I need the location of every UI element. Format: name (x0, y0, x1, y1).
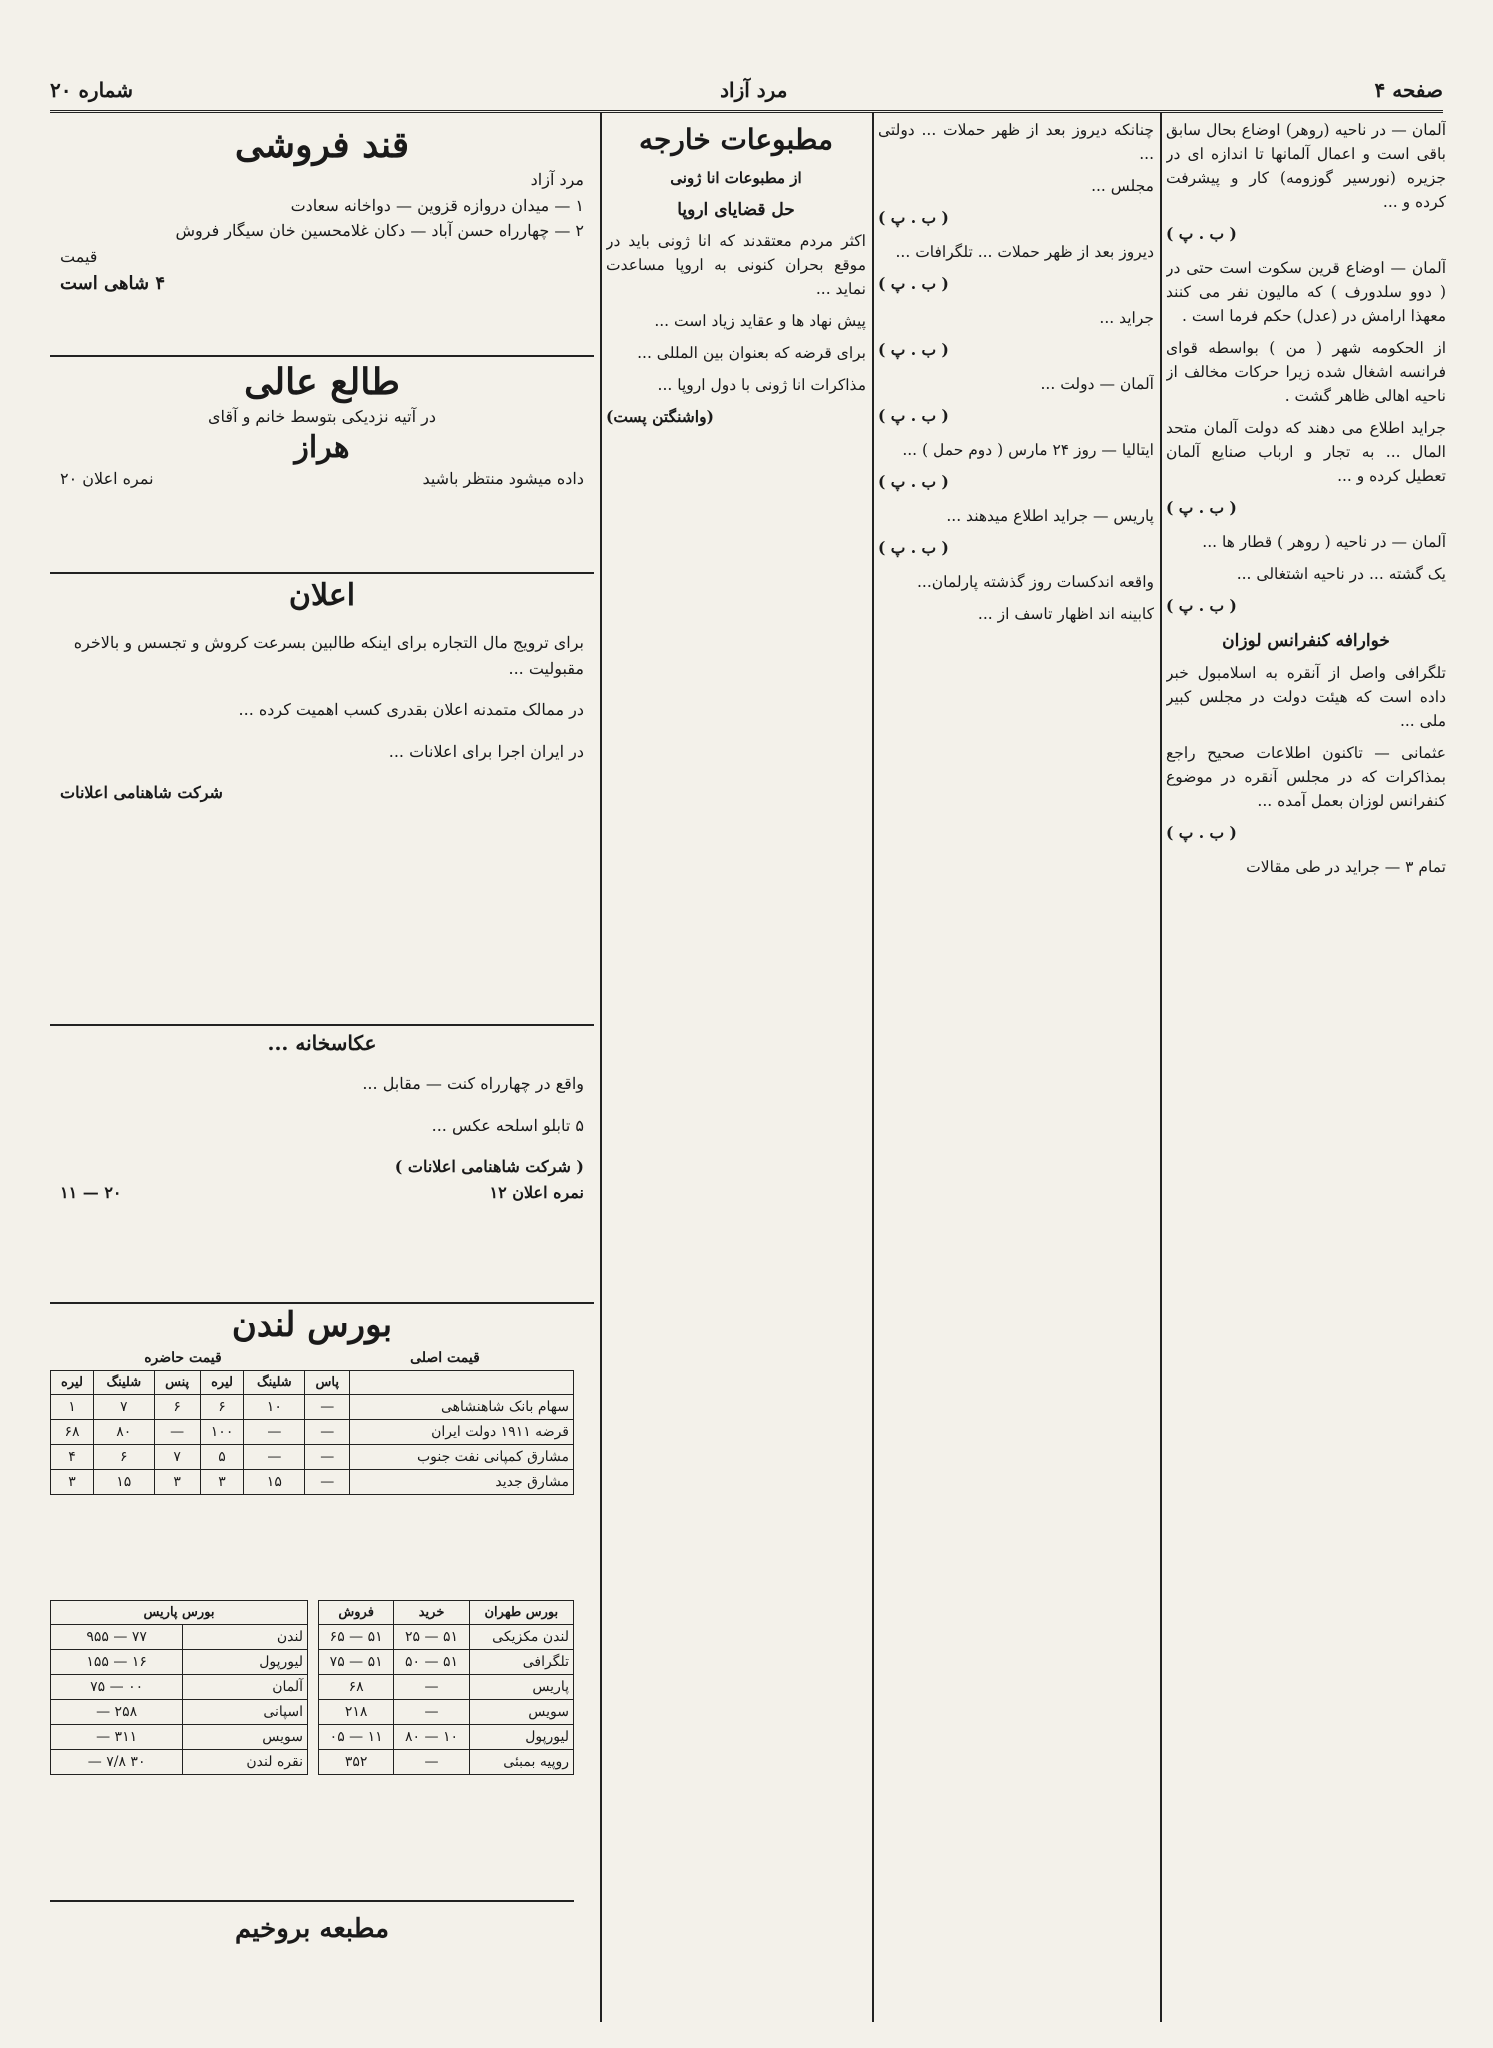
news-paragraph: عثمانی — تاکنون اطلاعات صحیح راجع بمذاکرات که در مجلس آنقره در موضوع کنفرانس لوزان بعمل آمده ... (1166, 743, 1446, 810)
news-paragraph: پیش نهاد ها و عقاید زیاد است ... (654, 312, 866, 331)
bourse-tehran-table (318, 1600, 574, 1775)
ad-title: طالع عالی (244, 361, 400, 403)
table-row: لندن ۷۷ — ۹۵۵ (51, 1625, 308, 1650)
news-column-2 (878, 118, 1154, 2028)
ad-number: نمره اعلان ۱۲ (489, 1182, 584, 1202)
ad-line: قیمت (60, 246, 98, 266)
news-paragraph: تمام ۳ — جراید در طی مقالات (1246, 857, 1446, 876)
news-paragraph: آلمان — در ناحیه ( روهر ) قطار ها ... (1202, 533, 1446, 552)
ad-fortune (50, 355, 594, 574)
table-row: لندن مکزیکی ۵۱ — ۲۵ ۵۱ — ۶۵ (319, 1625, 574, 1650)
printer-footer (50, 1900, 574, 1972)
bourse-paris-table (50, 1600, 308, 1775)
ad-line: هراز (294, 429, 350, 465)
ad-line: ( شرکت شاهنامی اعلانات ) (394, 1157, 584, 1177)
news-paragraph: تلگرافی واصل از آنقره به اسلامبول خبر داده است که هیئت دولت در مجلس کبیر ملی ... (1166, 663, 1446, 730)
ad-line: داده میشود منتظر باشید (422, 468, 584, 488)
ad-line: شرکت شاهنامی اعلانات (60, 783, 223, 803)
bourse-subtitle: قیمت اصلی (410, 1349, 480, 1366)
news-signature: ( ب . پ ) (1166, 822, 1237, 842)
column-rule (872, 112, 874, 2022)
page-number: صفحه ۴ (1374, 78, 1443, 102)
table-header: پنس (154, 1370, 200, 1394)
bourse-title: بورس لندن (231, 1305, 393, 1345)
news-column-3 (606, 118, 866, 2028)
bourse-tehran (318, 1600, 574, 1880)
table-row: پاریس — ۶۸ (319, 1675, 574, 1700)
news-paragraph: پاریس — جراید اطلاع میدهند ... (946, 507, 1154, 526)
ad-title: قند فروشی (234, 124, 410, 166)
table-row: مشارق کمپانی نفت جنوب — — ۵ ۷ ۶ ۴ (51, 1444, 574, 1469)
table-row: آلمان ۰۰ — ۷۵ (51, 1675, 308, 1700)
bourse-london-table (50, 1370, 574, 1495)
news-signature: ( ب . پ ) (878, 472, 949, 492)
table-header (350, 1370, 574, 1394)
printer-name: مطبعه بروخیم (235, 1914, 389, 1944)
ad-title: عکاسخانه ... (267, 1031, 377, 1055)
news-paragraph: آلمان — در ناحیه (روهر) اوضاع بحال سابق باقی است و اعمال آلمانها تا اندازه ای در جزیره (نورسیر گوزومه) کار و پیشرفت کرده و ... (1166, 121, 1446, 212)
news-paragraph: آلمان — دولت ... (1040, 375, 1154, 394)
ad-line: در ممالک متمدنه اعلان بقدری کسب اهمیت کرده ... (238, 700, 584, 720)
news-signature: ( ب . پ ) (878, 406, 949, 426)
issue-number: شماره ۲۰ (50, 78, 133, 102)
ad-number: ۲۰ — ۱۱ (60, 1182, 122, 1202)
ad-number: نمره اعلان ۲۰ (60, 468, 154, 488)
ad-line: ۲ — چهارراه حسن آباد — دکان غلامحسین خان سیگار فروش (175, 221, 584, 241)
table-row: نقره لندن ۳۰ ۷/۸ — (51, 1750, 308, 1775)
table-row: لیورپول ۱۰ — ۸۰ ۱۱ — ۰۵ (319, 1725, 574, 1750)
table-header: شلینگ (93, 1370, 154, 1394)
ad-line: ۱ — میدان دروازه قزوین — دواخانه سعادت (290, 195, 584, 215)
column-rule (600, 112, 602, 2022)
ad-line: ۴ شاهی است (60, 272, 166, 294)
table-header: بورس طهران (469, 1601, 573, 1625)
news-paragraph: مجلس ... (1091, 177, 1154, 196)
news-paragraph: یک گشته ... در ناحیه اشتغالی ... (1236, 565, 1446, 584)
table-header: شلینگ (244, 1370, 305, 1394)
section-heading: خوارافه کنفرانس لوزان (1222, 631, 1390, 652)
table-row: سهام بانک شاهنشاهی — ۱۰ ۶ ۶ ۷ ۱ (51, 1394, 574, 1419)
table-header: لیره (200, 1370, 244, 1394)
table-row: تلگرافی ۵۱ — ۵۰ ۵۱ — ۷۵ (319, 1650, 574, 1675)
ad-line: در آتیه نزدیکی بتوسط خانم و آقای (208, 407, 436, 427)
column-rule (1160, 112, 1162, 2022)
table-row: مشارق جدید — ۱۵ ۳ ۳ ۱۵ ۳ (51, 1469, 574, 1494)
news-paragraph: چنانکه دیروز بعد از ظهر حملات ... دولتی ... (878, 121, 1154, 164)
table-row: سویس — ۲۱۸ (319, 1700, 574, 1725)
news-paragraph: برای قرضه که بعنوان بین المللی ... (637, 344, 866, 363)
news-signature: ( ب . پ ) (1166, 224, 1237, 244)
ad-title: اعلان (288, 578, 356, 613)
news-paragraph: دیروز بعد از ظهر حملات ... تلگرافات ... (895, 243, 1154, 262)
paper-name: مرد آزاد (720, 78, 788, 102)
table-row: لیورپول ۱۶ — ۱۵۵ (51, 1650, 308, 1675)
news-signature: ( ب . پ ) (878, 274, 949, 294)
news-signature: ( ب . پ ) (878, 538, 949, 558)
table-header: لیره (51, 1370, 94, 1394)
section-subtitle: از مطبوعات انا ژونی (670, 169, 802, 188)
bourse-paris (50, 1600, 308, 1880)
ad-line: ۵ تابلو اسلحه عکس ... (431, 1115, 584, 1135)
news-paragraph: ایتالیا — روز ۲۴ مارس ( دوم حمل ) ... (902, 441, 1154, 460)
news-signature: ( ب . پ ) (878, 340, 949, 360)
bourse-subtitle: قیمت حاضره (144, 1349, 222, 1366)
news-paragraph: واقعه اندکسات روز گذشته پارلمان... (916, 573, 1154, 592)
ad-photo-studio (50, 1025, 594, 1304)
table-row: قرضه ۱۹۱۱ دولت ایران — — ۱۰۰ — ۸۰ ۶۸ (51, 1419, 574, 1444)
ad-sugar-shop (50, 118, 594, 357)
ad-line: در ایران اجرا برای اعلانات ... (388, 741, 584, 761)
ad-line: برای ترویج مال التجاره برای اینکه طالبین بسرعت کروش و تجسس و بالاخره مقبولیت ... (73, 633, 584, 678)
page-header (50, 70, 1443, 113)
news-paragraph: مذاکرات انا ژونی با دول اروپا ... (657, 376, 866, 395)
news-signature: ( ب . پ ) (1166, 596, 1237, 616)
table-header: بورس پاریس (51, 1601, 308, 1625)
table-header: خرید (394, 1601, 469, 1625)
table-row: اسپانی ۲۵۸ — (51, 1700, 308, 1725)
table-header: پاس (305, 1370, 350, 1394)
bourse-london (50, 1305, 574, 1575)
news-paragraph: کابینه اند اظهار تاسف از ... (977, 605, 1154, 624)
news-signature: ( ب . پ ) (1166, 498, 1237, 518)
news-column-1 (1166, 118, 1446, 2028)
news-signature: ( ب . پ ) (878, 208, 949, 228)
table-row: روپیه بمبئی — ۳۵۲ (319, 1750, 574, 1775)
news-paragraph: جراید ... (1099, 309, 1154, 328)
section-title: مطبوعات خارجه (639, 123, 833, 156)
table-row: سویس ۳۱۱ — (51, 1725, 308, 1750)
section-heading: حل قضایای اروپا (677, 199, 795, 220)
news-paragraph: آلمان — اوضاع قرین سکوت است حتی در ( دوو سلدورف ) که مالیون نفر می کنند معهذا ارامش در (عدل) حکم فرما است . (1166, 259, 1446, 326)
ad-announcement (50, 572, 594, 1026)
news-paragraph: از الحکومه شهر ( من ) بواسطه قوای فرانسه اشغال شده زیرا حرکات مخالف از ناحیه اهالی ظاهر گشت . (1166, 339, 1446, 406)
news-paragraph: جراید اطلاع می دهند که دولت آلمان متحد المال ... به تجار و ارباب صنایع آلمان تعطیل کرده و ... (1166, 419, 1446, 486)
ad-line: مرد آزاد (530, 170, 584, 190)
news-paragraph: اکثر مردم معتقدند که انا ژونی باید در موقع بحران کنونی به اروپا مساعدت نماید ... (606, 231, 866, 299)
table-header: فروش (319, 1601, 394, 1625)
news-signature: (واشنگتن پست) (606, 407, 714, 427)
ad-line: واقع در چهارراه کنت — مقابل ... (362, 1074, 584, 1093)
